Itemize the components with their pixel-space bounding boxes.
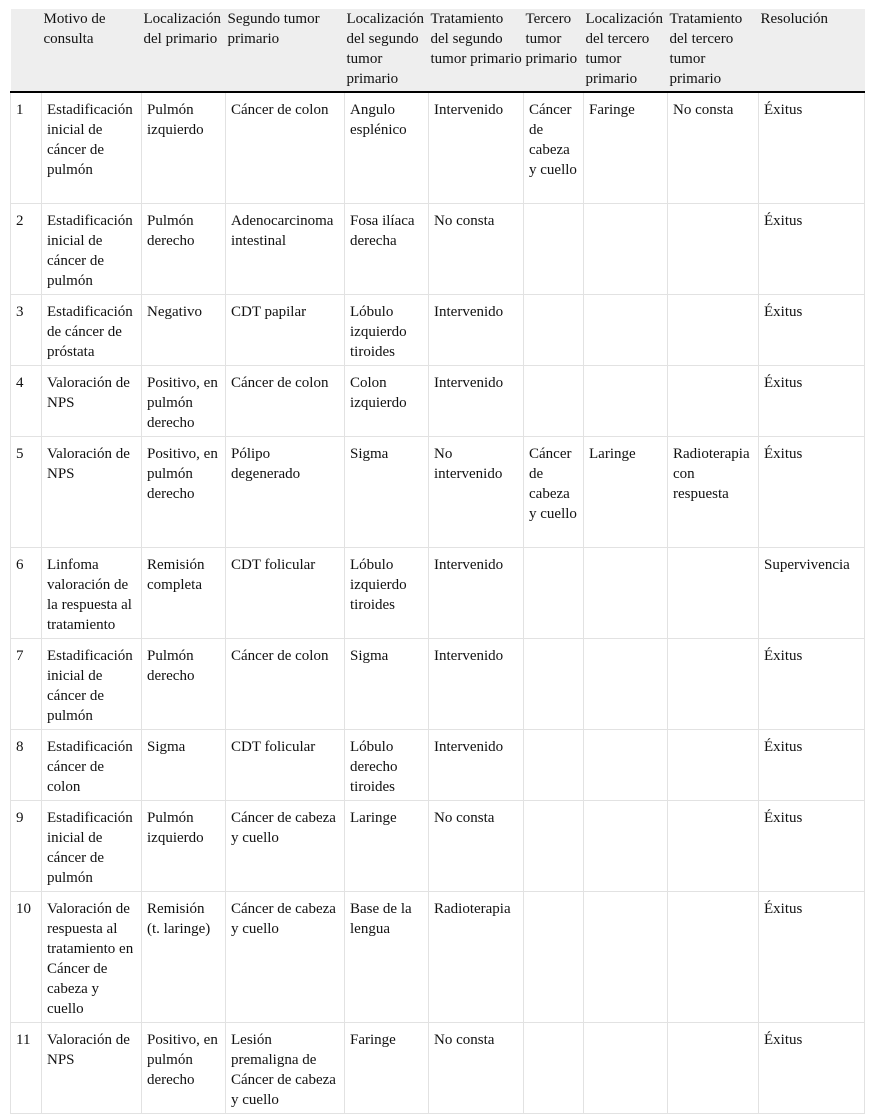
- table-cell-motivo: Estadificación inicial de cáncer de pulmón: [42, 203, 142, 294]
- table-cell-tercero-tumor: [524, 1022, 584, 1113]
- table-row: [11, 547, 865, 638]
- table-cell-segundo-tumor: Cáncer de colon: [226, 92, 345, 203]
- table-row: [11, 436, 865, 547]
- table-cell-motivo: Estadificación inicial de cáncer de pulmón: [42, 638, 142, 729]
- table-cell-tratamiento-tercero: [668, 547, 759, 638]
- table-row: [11, 92, 865, 203]
- table-cell-tratamiento-tercero: [668, 800, 759, 891]
- table-cell-localizacion-segundo: Angulo esplénico: [345, 92, 429, 203]
- table-cell-tratamiento-segundo: No consta: [429, 800, 524, 891]
- table-cell-resolucion: Éxitus: [759, 203, 865, 294]
- table-cell-localizacion-tercero: Laringe: [584, 436, 668, 547]
- header-cell-segundo-tumor: Segundo tumor primario: [226, 9, 345, 92]
- table-cell-tratamiento-tercero: [668, 638, 759, 729]
- table-cell-localizacion-segundo: Base de la lengua: [345, 891, 429, 1022]
- table-cell-tratamiento-segundo: Intervenido: [429, 92, 524, 203]
- table-cell-segundo-tumor: Cáncer de colon: [226, 365, 345, 436]
- table-cell-localizacion-segundo: Lóbulo derecho tiroides: [345, 729, 429, 800]
- table-cell-tercero-tumor: [524, 547, 584, 638]
- table-cell-localizacion-tercero: [584, 891, 668, 1022]
- table-body: [11, 92, 865, 1113]
- table-cell-localizacion-primario: Positivo, en pulmón derecho: [142, 1022, 226, 1113]
- table-cell-segundo-tumor: Cáncer de colon: [226, 638, 345, 729]
- table-cell-segundo-tumor: CDT folicular: [226, 729, 345, 800]
- table-cell-tratamiento-segundo: No consta: [429, 203, 524, 294]
- table-row: [11, 365, 865, 436]
- table-row: [11, 1022, 865, 1113]
- table-cell-tratamiento-tercero: [668, 891, 759, 1022]
- table-cell-localizacion-primario: Remisión (t. laringe): [142, 891, 226, 1022]
- table-cell-tratamiento-tercero: [668, 365, 759, 436]
- table-cell-number: 2: [11, 203, 42, 294]
- table-cell-localizacion-primario: Positivo, en pulmón derecho: [142, 365, 226, 436]
- table-cell-segundo-tumor: Lesión premaligna de Cáncer de cabeza y cuello: [226, 1022, 345, 1113]
- table-cell-resolucion: Éxitus: [759, 92, 865, 203]
- table-cell-localizacion-tercero: [584, 547, 668, 638]
- table-cell-tercero-tumor: [524, 800, 584, 891]
- table-cell-motivo: Estadificación inicial de cáncer de pulmón: [42, 800, 142, 891]
- table-cell-localizacion-tercero: Faringe: [584, 92, 668, 203]
- header-cell-localizacion-primario: Localización del primario: [142, 9, 226, 92]
- table-cell-tercero-tumor: [524, 365, 584, 436]
- header-cell-localizacion-segundo: Localización del segundo tumor primario: [345, 9, 429, 92]
- tumor-table: [10, 9, 865, 1114]
- table-cell-tratamiento-segundo: Intervenido: [429, 294, 524, 365]
- table-cell-localizacion-tercero: [584, 203, 668, 294]
- table-cell-number: 6: [11, 547, 42, 638]
- table-cell-localizacion-segundo: Laringe: [345, 800, 429, 891]
- table-cell-segundo-tumor: CDT papilar: [226, 294, 345, 365]
- table-cell-tratamiento-tercero: Radioterapia con respuesta: [668, 436, 759, 547]
- table-cell-localizacion-primario: Remisión completa: [142, 547, 226, 638]
- table-cell-segundo-tumor: CDT folicular: [226, 547, 345, 638]
- table-cell-tratamiento-tercero: [668, 294, 759, 365]
- table-row: [11, 729, 865, 800]
- table-cell-resolucion: Éxitus: [759, 1022, 865, 1113]
- table-cell-localizacion-tercero: [584, 800, 668, 891]
- header-cell-tercero-tumor: Tercero tumor primario: [524, 9, 584, 92]
- table-row: [11, 294, 865, 365]
- header-cell-tratamiento-segundo: Tratamiento del segundo tumor primario: [429, 9, 524, 92]
- table-cell-localizacion-primario: Positivo, en pulmón derecho: [142, 436, 226, 547]
- table-cell-segundo-tumor: Cáncer de cabeza y cuello: [226, 800, 345, 891]
- table-cell-localizacion-tercero: [584, 294, 668, 365]
- table-cell-localizacion-segundo: Sigma: [345, 436, 429, 547]
- header-cell-localizacion-tercero: Localización del tercero tumor primario: [584, 9, 668, 92]
- table-cell-tercero-tumor: [524, 729, 584, 800]
- table-cell-localizacion-segundo: Lóbulo izquierdo tiroides: [345, 294, 429, 365]
- table-cell-localizacion-primario: Pulmón derecho: [142, 203, 226, 294]
- table-cell-resolucion: Supervivencia: [759, 547, 865, 638]
- table-cell-tratamiento-tercero: [668, 203, 759, 294]
- table-cell-localizacion-tercero: [584, 365, 668, 436]
- table-cell-tratamiento-segundo: Intervenido: [429, 547, 524, 638]
- table-cell-localizacion-primario: Sigma: [142, 729, 226, 800]
- table-cell-number: 5: [11, 436, 42, 547]
- table-row: [11, 638, 865, 729]
- table-cell-localizacion-primario: Pulmón izquierdo: [142, 800, 226, 891]
- table-cell-localizacion-tercero: [584, 638, 668, 729]
- table-cell-resolucion: Éxitus: [759, 294, 865, 365]
- table-cell-localizacion-segundo: Faringe: [345, 1022, 429, 1113]
- header-row: [11, 9, 865, 92]
- table-cell-motivo: Linfoma valoración de la respuesta al tratamiento: [42, 547, 142, 638]
- table-cell-number: 1: [11, 92, 42, 203]
- table-cell-localizacion-segundo: Colon izquierdo: [345, 365, 429, 436]
- table-cell-localizacion-tercero: [584, 729, 668, 800]
- table-row: [11, 891, 865, 1022]
- table-cell-motivo: Valoración de NPS: [42, 1022, 142, 1113]
- table-cell-tratamiento-segundo: No consta: [429, 1022, 524, 1113]
- table-row: [11, 203, 865, 294]
- table-cell-tratamiento-tercero: [668, 729, 759, 800]
- table-cell-tratamiento-segundo: Radioterapia: [429, 891, 524, 1022]
- table-cell-tratamiento-segundo: Intervenido: [429, 365, 524, 436]
- table-cell-number: 9: [11, 800, 42, 891]
- table-cell-localizacion-segundo: Sigma: [345, 638, 429, 729]
- table-cell-tercero-tumor: Cáncer de cabeza y cuello: [524, 92, 584, 203]
- table-cell-tercero-tumor: Cáncer de cabeza y cuello: [524, 436, 584, 547]
- header-cell-motivo: Motivo de consulta: [42, 9, 142, 92]
- header-cell-number: [11, 9, 42, 92]
- table-cell-tratamiento-tercero: No consta: [668, 92, 759, 203]
- table-cell-resolucion: Éxitus: [759, 729, 865, 800]
- table-cell-number: 11: [11, 1022, 42, 1113]
- table-cell-tercero-tumor: [524, 294, 584, 365]
- table-cell-tercero-tumor: [524, 638, 584, 729]
- table-cell-motivo: Valoración de NPS: [42, 436, 142, 547]
- table-cell-segundo-tumor: Pólipo degenerado: [226, 436, 345, 547]
- table-row: [11, 800, 865, 891]
- table-cell-localizacion-segundo: Fosa ilíaca derecha: [345, 203, 429, 294]
- table-cell-localizacion-tercero: [584, 1022, 668, 1113]
- table-cell-resolucion: Éxitus: [759, 800, 865, 891]
- table-cell-resolucion: Éxitus: [759, 365, 865, 436]
- table-cell-localizacion-primario: Pulmón izquierdo: [142, 92, 226, 203]
- table-cell-tratamiento-segundo: Intervenido: [429, 638, 524, 729]
- header-cell-resolucion: Resolución: [759, 9, 865, 92]
- table-cell-tercero-tumor: [524, 891, 584, 1022]
- table-cell-localizacion-primario: Negativo: [142, 294, 226, 365]
- table-cell-number: 8: [11, 729, 42, 800]
- table-cell-number: 10: [11, 891, 42, 1022]
- table-cell-motivo: Estadificación inicial de cáncer de pulmón: [42, 92, 142, 203]
- table-cell-motivo: Valoración de NPS: [42, 365, 142, 436]
- table-cell-tercero-tumor: [524, 203, 584, 294]
- table-cell-segundo-tumor: Adenocarcinoma intestinal: [226, 203, 345, 294]
- table-cell-number: 3: [11, 294, 42, 365]
- table-header: [11, 9, 865, 92]
- table-cell-motivo: Valoración de respuesta al tratamiento en Cáncer de cabeza y cuello: [42, 891, 142, 1022]
- table-cell-tratamiento-segundo: Intervenido: [429, 729, 524, 800]
- table-cell-tratamiento-segundo: No intervenido: [429, 436, 524, 547]
- table-cell-number: 7: [11, 638, 42, 729]
- table-cell-motivo: Estadificación de cáncer de próstata: [42, 294, 142, 365]
- table-cell-resolucion: Éxitus: [759, 638, 865, 729]
- table-cell-resolucion: Éxitus: [759, 436, 865, 547]
- table-cell-localizacion-primario: Pulmón derecho: [142, 638, 226, 729]
- table-cell-tratamiento-tercero: [668, 1022, 759, 1113]
- table-cell-number: 4: [11, 365, 42, 436]
- table-cell-resolucion: Éxitus: [759, 891, 865, 1022]
- table-cell-segundo-tumor: Cáncer de cabeza y cuello: [226, 891, 345, 1022]
- table-cell-motivo: Estadificación cáncer de colon: [42, 729, 142, 800]
- header-cell-tratamiento-tercero: Tratamiento del tercero tumor primario: [668, 9, 759, 92]
- table-cell-localizacion-segundo: Lóbulo izquierdo tiroides: [345, 547, 429, 638]
